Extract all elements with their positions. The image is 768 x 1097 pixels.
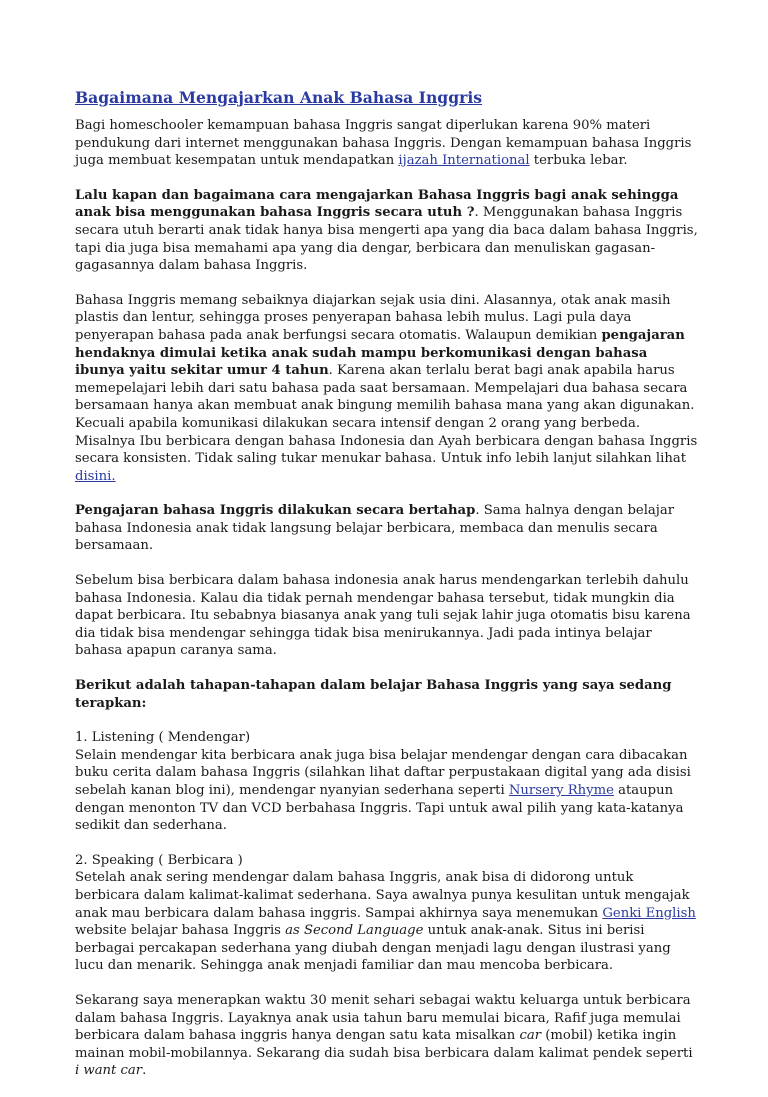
bold-gradual: Pengajaran bahasa Inggris dilakukan secara bertahap xyxy=(75,503,476,519)
bold-stages: Berikut adalah tahapan-tahapan dalam belajar Bahasa Inggris yang saya sedang terapkan: xyxy=(75,678,672,711)
paragraph-text: Bahasa Inggris memang sebaiknya diajarkan sejak usia dini. Alasannya, otak anak masih plastis dan lentur, sehingga proses penyerapan bahasa lebih mulus. Lagi pula daya penyerapan bahasa pada anak berfungsi secara otomatis. Walaupun demikian xyxy=(75,292,671,343)
disini-link[interactable]: disini. xyxy=(75,468,116,484)
paragraph-text: Sekarang saya menerapkan waktu 30 menit sehari sebagai waktu keluarga untuk berbicara dalam bahasa Inggris. Layaknya anak usia tahun baru memulai bicara, Rafif juga memulai berbicara dalam bahasa inggris hanya dengan satu kata misalkan xyxy=(75,992,691,1044)
paragraph-text: . Menggunakan bahasa Inggris secara utuh berarti anak tidak hanya bisa mengerti apa yang dia baca dalam bahasa Inggris, tapi dia juga bisa memahami apa yang dia dengar, berbicara dan menuliskan gagasan-gagasannya dalam bahasa Inggris. xyxy=(75,205,698,274)
paragraph-text: ataupun dengan menonton TV dan VCD berbahasa Inggris. Tapi untuk awal pilih yang kata-katanya sedikit dan sederhana. xyxy=(75,783,684,834)
paragraph-speaking xyxy=(75,852,700,975)
paragraph-text: (mobil) ketika ingin mainan mobil-mobilannya. Sekarang dia sudah bisa berbicara dalam kalimat pendek seperti xyxy=(75,1028,693,1061)
italic-phrase: i want car xyxy=(75,1063,143,1079)
paragraph-listening xyxy=(75,729,700,835)
paragraph-intro xyxy=(75,117,700,170)
paragraph-family-time xyxy=(75,992,700,1080)
genki-english-link[interactable]: Genki English xyxy=(602,905,696,921)
paragraph-text: . Sama halnya dengan belajar bahasa Indonesia anak tidak langsung belajar berbicara, membaca dan menulis secara bersamaan. xyxy=(75,503,675,554)
paragraph-early-age xyxy=(75,292,700,486)
speaking-heading: 2. Speaking ( Berbicara ) xyxy=(75,852,243,868)
ijazah-international-link[interactable]: ijazah International xyxy=(398,153,530,169)
paragraph-stages-heading xyxy=(75,677,700,712)
paragraph-when-how xyxy=(75,187,700,275)
paragraph-text: untuk anak-anak. Situs ini berisi berbagai percakapan sederhana yang diubah dengan menjadi lagu dengan ilustrasi yang lucu dan menarik. Sehingga anak menjadi familiar dan mau mencoba berbicara. xyxy=(75,923,671,974)
paragraph-text: terbuka lebar. xyxy=(529,153,628,169)
bold-age-note: pengajaran hendaknya dimulai ketika anak sudah mampu berkomunikasi dengan bahasa ibunya yaitu sekitar umur 4 tahun xyxy=(75,327,685,379)
paragraph-text: website belajar bahasa Inggris xyxy=(75,923,286,939)
paragraph-text: Setelah anak sering mendengar dalam bahasa Inggris, anak bisa di didorong untuk berbicara dalam kalimat-kalimat sederhana. Saya awalnya punya kesulitan untuk mengajak anak mau berbicara dalam bahasa inggris. Sampai akhirnya saya menemukan xyxy=(75,870,690,921)
paragraph-text: Selain mendengar kita berbicara anak juga bisa belajar mendengar dengan cara dibacakan buku cerita dalam bahasa Inggris (silahkan lihat daftar perpustakaan digital yang ada disisi sebelah kanan blog ini), mendengar nyanyian sederhana seperti xyxy=(75,747,691,798)
listening-heading: 1. Listening ( Mendengar) xyxy=(75,730,251,746)
nursery-rhyme-link[interactable]: Nursery Rhyme xyxy=(508,783,614,798)
paragraph-text: . xyxy=(142,1063,147,1079)
article-body xyxy=(75,88,700,1097)
article-title-link[interactable]: Bagaimana Mengajarkan Anak Bahasa Inggris xyxy=(75,88,483,107)
paragraph-text: Bagi homeschooler kemampuan bahasa Inggris sangat diperlukan karena 90% materi pendukung dari internet menggunakan bahasa Inggris. Dengan kemampuan bahasa Inggris juga membuat kesempatan untuk mendapatkan xyxy=(75,118,692,169)
paragraph-listening-first: Sebelum bisa berbicara dalam bahasa indonesia anak harus mendengarkan terlebih dahulu bahasa Indonesia. Kalau dia tidak pernah mendengar bahasa tersebut, tidak mungkin dia dapat berbicara. Itu sebabnya biasanya anak yang tuli sejak lahir juga otomatis bisu karena dia tidak bisa mendengar sehingga tidak bisa menirukannya. Jadi pada intinya belajar bahasa apapun caranya sama. xyxy=(75,573,691,659)
bold-question: Lalu kapan dan bagaimana cara mengajarkan Bahasa Inggris bagi anak sehingga anak bisa menggunakan bahasa Inggris secara utuh ? xyxy=(75,187,679,221)
article-title xyxy=(75,88,700,108)
paragraph-text: . Karena akan terlalu berat bagi anak apabila harus memepelajari lebih dari satu bahasa pada saat bersamaan. Mempelajari dua bahasa secara bersamaan hanya akan membuat anak bingung memilih bahasa mana yang akan digunakan. Kecuali apabila komunikasi dilakukan secara intensif dengan 2 orang yang berbeda. Misalnya Ibu berbicara dengan bahasa Indonesia dan Ayah berbicara dengan bahasa Inggris secara konsisten. Tidak saling tukar menukar bahasa. Untuk info lebih lanjut silahkan lihat xyxy=(75,363,698,467)
italic-term: as Second Language xyxy=(285,923,424,939)
italic-word-car: car xyxy=(519,1028,542,1044)
paragraph-gradual xyxy=(75,502,700,555)
